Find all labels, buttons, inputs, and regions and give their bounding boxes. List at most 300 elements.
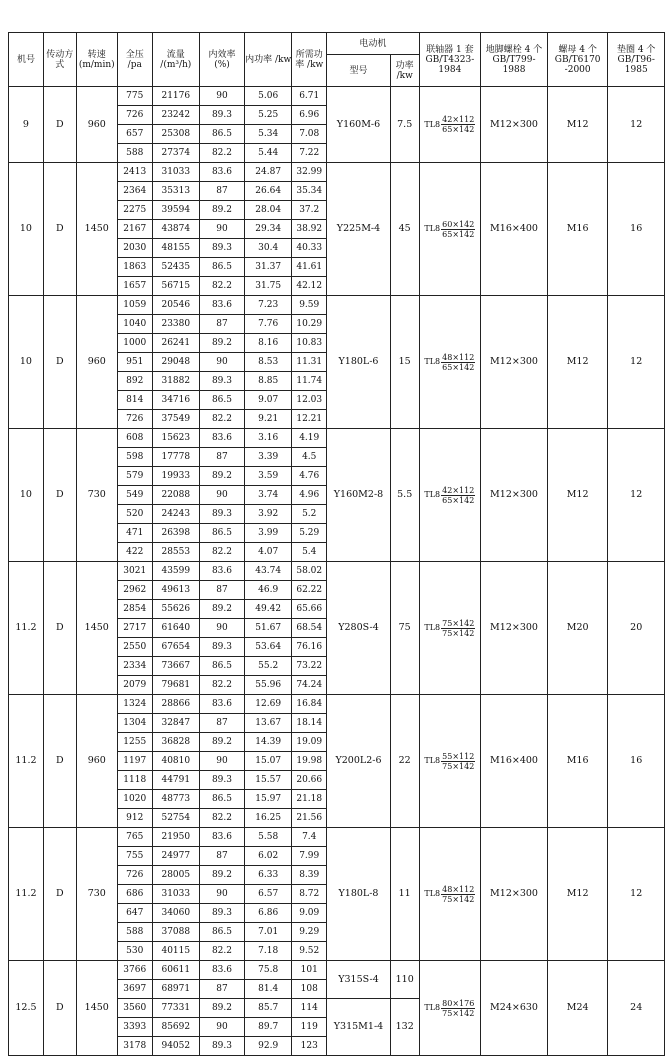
header-suoxu: 所需功率 /kw bbox=[292, 33, 327, 87]
suoxu-cell: 58.02 bbox=[292, 562, 327, 581]
neigonglv-cell: 8.16 bbox=[245, 334, 292, 353]
coupling-prefix: TL8 bbox=[424, 490, 441, 499]
bolt-cell: M12×300 bbox=[481, 562, 548, 695]
neigonglv-cell: 7.76 bbox=[245, 315, 292, 334]
liuliang-cell: 55626 bbox=[152, 600, 199, 619]
quanya-cell: 422 bbox=[117, 543, 152, 562]
suoxu-cell: 12.03 bbox=[292, 391, 327, 410]
coupling-cell bbox=[419, 695, 481, 828]
coupling-spec bbox=[424, 885, 475, 904]
neixiaolv-cell: 87 bbox=[199, 847, 244, 866]
neixiaolv-cell: 89.2 bbox=[199, 999, 244, 1018]
quanya-cell: 1059 bbox=[117, 296, 152, 315]
neixiaolv-cell: 90 bbox=[199, 486, 244, 505]
suoxu-cell: 4.76 bbox=[292, 467, 327, 486]
neixiaolv-cell: 90 bbox=[199, 353, 244, 372]
neigonglv-cell: 9.21 bbox=[245, 410, 292, 429]
suoxu-cell: 7.4 bbox=[292, 828, 327, 847]
bolt-cell: M12×300 bbox=[481, 828, 548, 961]
motor-power-cell: 15 bbox=[390, 296, 419, 429]
neigonglv-cell: 16.25 bbox=[245, 809, 292, 828]
suoxu-cell: 9.29 bbox=[292, 923, 327, 942]
liuliang-cell: 40810 bbox=[152, 752, 199, 771]
suoxu-cell: 16.84 bbox=[292, 695, 327, 714]
fan-spec-sheet bbox=[8, 32, 665, 1056]
neixiaolv-cell: 89.3 bbox=[199, 771, 244, 790]
quanya-cell: 1255 bbox=[117, 733, 152, 752]
quanya-cell: 1304 bbox=[117, 714, 152, 733]
coupling-numerator: 42×112 bbox=[442, 485, 475, 495]
suoxu-cell: 74.24 bbox=[292, 676, 327, 695]
neigonglv-cell: 51.67 bbox=[245, 619, 292, 638]
quanya-cell: 3697 bbox=[117, 980, 152, 999]
neigonglv-cell: 30.4 bbox=[245, 239, 292, 258]
liuliang-cell: 85692 bbox=[152, 1018, 199, 1037]
neixiaolv-cell: 89.3 bbox=[199, 372, 244, 391]
motor-model-cell: Y160M2-8 bbox=[327, 429, 391, 562]
neigonglv-cell: 5.44 bbox=[245, 144, 292, 163]
coupling-fraction bbox=[441, 752, 475, 771]
liuliang-cell: 27374 bbox=[152, 144, 199, 163]
jihao-cell: 12.5 bbox=[9, 961, 44, 1056]
neixiaolv-cell: 82.2 bbox=[199, 144, 244, 163]
quanya-cell: 579 bbox=[117, 467, 152, 486]
suoxu-cell: 12.21 bbox=[292, 410, 327, 429]
quanya-cell: 1863 bbox=[117, 258, 152, 277]
neigonglv-cell: 55.96 bbox=[245, 676, 292, 695]
coupling-prefix: TL8 bbox=[424, 119, 441, 129]
suoxu-cell: 123 bbox=[292, 1037, 327, 1056]
spec-table bbox=[8, 32, 665, 1056]
bolt-cell: M12×300 bbox=[481, 87, 548, 163]
chuandong-cell: D bbox=[43, 961, 76, 1056]
quanya-cell: 726 bbox=[117, 106, 152, 125]
neigonglv-cell: 12.69 bbox=[245, 695, 292, 714]
coupling-cell bbox=[419, 87, 481, 163]
neigonglv-cell: 5.58 bbox=[245, 828, 292, 847]
bolt-cell: M16×400 bbox=[481, 163, 548, 296]
suoxu-cell: 5.4 bbox=[292, 543, 327, 562]
suoxu-cell: 18.14 bbox=[292, 714, 327, 733]
motor-power-cell: 132 bbox=[390, 999, 419, 1056]
motor-model-cell: Y160M-6 bbox=[327, 87, 391, 163]
neixiaolv-cell: 90 bbox=[199, 87, 244, 106]
suoxu-cell: 65.66 bbox=[292, 600, 327, 619]
suoxu-cell: 6.96 bbox=[292, 106, 327, 125]
suoxu-cell: 21.18 bbox=[292, 790, 327, 809]
header-dijiao: 地脚螺栓 4 个 GB/T799-1988 bbox=[481, 33, 548, 87]
motor-power-cell: 110 bbox=[390, 961, 419, 999]
neixiaolv-cell: 83.6 bbox=[199, 562, 244, 581]
neixiaolv-cell: 83.6 bbox=[199, 828, 244, 847]
zhuansu-cell: 960 bbox=[76, 695, 117, 828]
neixiaolv-cell: 82.2 bbox=[199, 277, 244, 296]
neigonglv-cell: 6.33 bbox=[245, 866, 292, 885]
suoxu-cell: 9.59 bbox=[292, 296, 327, 315]
neigonglv-cell: 75.8 bbox=[245, 961, 292, 980]
quanya-cell: 1000 bbox=[117, 334, 152, 353]
coupling-denominator: 65×142 bbox=[442, 125, 475, 134]
quanya-cell: 647 bbox=[117, 904, 152, 923]
liuliang-cell: 44791 bbox=[152, 771, 199, 790]
neixiaolv-cell: 89.3 bbox=[199, 505, 244, 524]
neixiaolv-cell: 86.5 bbox=[199, 657, 244, 676]
neigonglv-cell: 4.07 bbox=[245, 543, 292, 562]
header-xinghao: 型号 bbox=[327, 55, 391, 87]
neixiaolv-cell: 83.6 bbox=[199, 961, 244, 980]
header-dianquan: 垫圈 4 个 GB/T96-1985 bbox=[608, 33, 665, 87]
suoxu-cell: 21.56 bbox=[292, 809, 327, 828]
liuliang-cell: 23242 bbox=[152, 106, 199, 125]
coupling-prefix: TL8 bbox=[424, 623, 441, 632]
header-lianzhouqi: 联轴器 1 套 GB/T4323-1984 bbox=[419, 33, 481, 87]
liuliang-cell: 28005 bbox=[152, 866, 199, 885]
coupling-prefix: TL8 bbox=[424, 1003, 441, 1012]
quanya-cell: 588 bbox=[117, 144, 152, 163]
neigonglv-cell: 3.39 bbox=[245, 448, 292, 467]
neigonglv-cell: 81.4 bbox=[245, 980, 292, 999]
liuliang-cell: 19933 bbox=[152, 467, 199, 486]
quanya-cell: 598 bbox=[117, 448, 152, 467]
suoxu-cell: 37.2 bbox=[292, 201, 327, 220]
neixiaolv-cell: 89.2 bbox=[199, 600, 244, 619]
neixiaolv-cell: 90 bbox=[199, 619, 244, 638]
bolt-cell: M16×400 bbox=[481, 695, 548, 828]
quanya-cell: 951 bbox=[117, 353, 152, 372]
suoxu-cell: 119 bbox=[292, 1018, 327, 1037]
neigonglv-cell: 3.99 bbox=[245, 524, 292, 543]
neigonglv-cell: 5.25 bbox=[245, 106, 292, 125]
liuliang-cell: 43599 bbox=[152, 562, 199, 581]
quanya-cell: 549 bbox=[117, 486, 152, 505]
neixiaolv-cell: 86.5 bbox=[199, 923, 244, 942]
neigonglv-cell: 15.57 bbox=[245, 771, 292, 790]
neigonglv-cell: 85.7 bbox=[245, 999, 292, 1018]
table-row bbox=[9, 163, 665, 182]
neigonglv-cell: 3.92 bbox=[245, 505, 292, 524]
neigonglv-cell: 55.2 bbox=[245, 657, 292, 676]
liuliang-cell: 48155 bbox=[152, 239, 199, 258]
quanya-cell: 2167 bbox=[117, 220, 152, 239]
neixiaolv-cell: 87 bbox=[199, 315, 244, 334]
quanya-cell: 3021 bbox=[117, 562, 152, 581]
quanya-cell: 3178 bbox=[117, 1037, 152, 1056]
coupling-spec bbox=[424, 353, 475, 372]
chuandong-cell: D bbox=[43, 87, 76, 163]
coupling-spec bbox=[424, 752, 475, 771]
coupling-fraction bbox=[441, 353, 475, 372]
quanya-cell: 2717 bbox=[117, 619, 152, 638]
neigonglv-cell: 43.74 bbox=[245, 562, 292, 581]
motor-model-cell: Y315M1-4 bbox=[327, 999, 391, 1056]
nut-cell: M12 bbox=[547, 429, 608, 562]
quanya-cell: 1197 bbox=[117, 752, 152, 771]
liuliang-cell: 68971 bbox=[152, 980, 199, 999]
quanya-cell: 2364 bbox=[117, 182, 152, 201]
coupling-cell bbox=[419, 429, 481, 562]
neigonglv-cell: 15.07 bbox=[245, 752, 292, 771]
liuliang-cell: 73667 bbox=[152, 657, 199, 676]
liuliang-cell: 22088 bbox=[152, 486, 199, 505]
table-row bbox=[9, 429, 665, 448]
quanya-cell: 520 bbox=[117, 505, 152, 524]
liuliang-cell: 17778 bbox=[152, 448, 199, 467]
neigonglv-cell: 7.23 bbox=[245, 296, 292, 315]
quanya-cell: 686 bbox=[117, 885, 152, 904]
neixiaolv-cell: 90 bbox=[199, 1018, 244, 1037]
liuliang-cell: 24977 bbox=[152, 847, 199, 866]
coupling-denominator: 65×142 bbox=[442, 229, 475, 239]
suoxu-cell: 4.96 bbox=[292, 486, 327, 505]
coupling-fraction bbox=[441, 619, 475, 638]
coupling-denominator: 65×142 bbox=[442, 362, 475, 372]
neigonglv-cell: 6.57 bbox=[245, 885, 292, 904]
table-body bbox=[9, 87, 665, 1056]
liuliang-cell: 36828 bbox=[152, 733, 199, 752]
neigonglv-cell: 92.9 bbox=[245, 1037, 292, 1056]
coupling-spec bbox=[424, 115, 475, 134]
zhuansu-cell: 1450 bbox=[76, 961, 117, 1056]
jihao-cell: 10 bbox=[9, 296, 44, 429]
neixiaolv-cell: 87 bbox=[199, 581, 244, 600]
table-row bbox=[9, 296, 665, 315]
header-gonglv: 功率 /kw bbox=[390, 55, 419, 87]
suoxu-cell: 68.54 bbox=[292, 619, 327, 638]
neixiaolv-cell: 87 bbox=[199, 714, 244, 733]
quanya-cell: 2550 bbox=[117, 638, 152, 657]
quanya-cell: 2413 bbox=[117, 163, 152, 182]
coupling-fraction bbox=[441, 220, 475, 239]
quanya-cell: 530 bbox=[117, 942, 152, 961]
nut-cell: M12 bbox=[547, 87, 608, 163]
liuliang-cell: 28553 bbox=[152, 543, 199, 562]
liuliang-cell: 29048 bbox=[152, 353, 199, 372]
coupling-spec bbox=[424, 619, 475, 638]
suoxu-cell: 40.33 bbox=[292, 239, 327, 258]
neigonglv-cell: 46.9 bbox=[245, 581, 292, 600]
suoxu-cell: 35.34 bbox=[292, 182, 327, 201]
suoxu-cell: 4.19 bbox=[292, 429, 327, 448]
coupling-cell bbox=[419, 296, 481, 429]
neigonglv-cell: 31.37 bbox=[245, 258, 292, 277]
liuliang-cell: 56715 bbox=[152, 277, 199, 296]
motor-model-cell: Y315S-4 bbox=[327, 961, 391, 999]
quanya-cell: 814 bbox=[117, 391, 152, 410]
coupling-prefix: TL8 bbox=[424, 224, 441, 233]
quanya-cell: 1040 bbox=[117, 315, 152, 334]
jihao-cell: 11.2 bbox=[9, 828, 44, 961]
table-row bbox=[9, 87, 665, 106]
suoxu-cell: 19.09 bbox=[292, 733, 327, 752]
suoxu-cell: 32.99 bbox=[292, 163, 327, 182]
liuliang-cell: 26241 bbox=[152, 334, 199, 353]
suoxu-cell: 9.09 bbox=[292, 904, 327, 923]
bolt-cell: M12×300 bbox=[481, 429, 548, 562]
quanya-cell: 726 bbox=[117, 410, 152, 429]
zhuansu-cell: 960 bbox=[76, 296, 117, 429]
zhuansu-cell: 1450 bbox=[76, 163, 117, 296]
motor-power-cell: 22 bbox=[390, 695, 419, 828]
coupling-cell bbox=[419, 961, 481, 1056]
quanya-cell: 2275 bbox=[117, 201, 152, 220]
suoxu-cell: 6.71 bbox=[292, 87, 327, 106]
suoxu-cell: 10.83 bbox=[292, 334, 327, 353]
nut-cell: M24 bbox=[547, 961, 608, 1056]
neixiaolv-cell: 86.5 bbox=[199, 258, 244, 277]
neixiaolv-cell: 82.2 bbox=[199, 410, 244, 429]
quanya-cell: 892 bbox=[117, 372, 152, 391]
neixiaolv-cell: 89.3 bbox=[199, 239, 244, 258]
liuliang-cell: 31882 bbox=[152, 372, 199, 391]
header-quanya: 全压 /pa bbox=[117, 33, 152, 87]
zhuansu-cell: 730 bbox=[76, 828, 117, 961]
liuliang-cell: 35313 bbox=[152, 182, 199, 201]
nut-cell: M12 bbox=[547, 828, 608, 961]
suoxu-cell: 7.08 bbox=[292, 125, 327, 144]
neixiaolv-cell: 89.3 bbox=[199, 1037, 244, 1056]
coupling-denominator: 75×142 bbox=[442, 1008, 475, 1018]
neigonglv-cell: 24.87 bbox=[245, 163, 292, 182]
neigonglv-cell: 7.01 bbox=[245, 923, 292, 942]
quanya-cell: 3560 bbox=[117, 999, 152, 1018]
zhuansu-cell: 960 bbox=[76, 87, 117, 163]
coupling-numerator: 48×112 bbox=[442, 352, 475, 362]
neigonglv-cell: 53.64 bbox=[245, 638, 292, 657]
suoxu-cell: 11.74 bbox=[292, 372, 327, 391]
chuandong-cell: D bbox=[43, 828, 76, 961]
nut-cell: M20 bbox=[547, 562, 608, 695]
neixiaolv-cell: 82.2 bbox=[199, 676, 244, 695]
quanya-cell: 3766 bbox=[117, 961, 152, 980]
header-diandongji: 电动机 bbox=[327, 33, 419, 55]
table-row bbox=[9, 562, 665, 581]
neigonglv-cell: 5.34 bbox=[245, 125, 292, 144]
nut-cell: M16 bbox=[547, 163, 608, 296]
neigonglv-cell: 3.74 bbox=[245, 486, 292, 505]
suoxu-cell: 10.29 bbox=[292, 315, 327, 334]
motor-power-cell: 7.5 bbox=[390, 87, 419, 163]
neigonglv-cell: 6.86 bbox=[245, 904, 292, 923]
washer-cell: 24 bbox=[608, 961, 665, 1056]
coupling-fraction bbox=[441, 115, 475, 134]
neixiaolv-cell: 82.2 bbox=[199, 543, 244, 562]
neigonglv-cell: 14.39 bbox=[245, 733, 292, 752]
suoxu-cell: 7.22 bbox=[292, 144, 327, 163]
quanya-cell: 1020 bbox=[117, 790, 152, 809]
coupling-numerator: 55×112 bbox=[442, 751, 475, 761]
liuliang-cell: 60611 bbox=[152, 961, 199, 980]
header-liuliang: 流量 /(m³/h) bbox=[152, 33, 199, 87]
quanya-cell: 588 bbox=[117, 923, 152, 942]
neixiaolv-cell: 89.2 bbox=[199, 866, 244, 885]
liuliang-cell: 94052 bbox=[152, 1037, 199, 1056]
liuliang-cell: 49613 bbox=[152, 581, 199, 600]
neixiaolv-cell: 86.5 bbox=[199, 524, 244, 543]
suoxu-cell: 73.22 bbox=[292, 657, 327, 676]
header-jihao: 机号 bbox=[9, 33, 44, 87]
neixiaolv-cell: 87 bbox=[199, 182, 244, 201]
neigonglv-cell: 5.06 bbox=[245, 87, 292, 106]
liuliang-cell: 34716 bbox=[152, 391, 199, 410]
liuliang-cell: 32847 bbox=[152, 714, 199, 733]
coupling-fraction bbox=[441, 486, 475, 505]
neixiaolv-cell: 89.3 bbox=[199, 638, 244, 657]
liuliang-cell: 43874 bbox=[152, 220, 199, 239]
liuliang-cell: 21950 bbox=[152, 828, 199, 847]
motor-model-cell: Y180L-6 bbox=[327, 296, 391, 429]
quanya-cell: 775 bbox=[117, 87, 152, 106]
jihao-cell: 9 bbox=[9, 87, 44, 163]
coupling-numerator: 75×142 bbox=[442, 618, 475, 628]
suoxu-cell: 76.16 bbox=[292, 638, 327, 657]
quanya-cell: 2334 bbox=[117, 657, 152, 676]
neigonglv-cell: 29.34 bbox=[245, 220, 292, 239]
suoxu-cell: 41.61 bbox=[292, 258, 327, 277]
motor-power-cell: 11 bbox=[390, 828, 419, 961]
table-row bbox=[9, 961, 665, 980]
chuandong-cell: D bbox=[43, 163, 76, 296]
coupling-fraction bbox=[441, 999, 475, 1018]
motor-model-cell: Y225M-4 bbox=[327, 163, 391, 296]
liuliang-cell: 23380 bbox=[152, 315, 199, 334]
header-neigonglv: 内功率 /kw bbox=[245, 33, 292, 87]
quanya-cell: 657 bbox=[117, 125, 152, 144]
table-header bbox=[9, 33, 665, 87]
coupling-numerator: 48×112 bbox=[442, 884, 475, 894]
liuliang-cell: 40115 bbox=[152, 942, 199, 961]
liuliang-cell: 31033 bbox=[152, 163, 199, 182]
neixiaolv-cell: 86.5 bbox=[199, 790, 244, 809]
quanya-cell: 2030 bbox=[117, 239, 152, 258]
quanya-cell: 1657 bbox=[117, 277, 152, 296]
neixiaolv-cell: 82.2 bbox=[199, 809, 244, 828]
motor-power-cell: 5.5 bbox=[390, 429, 419, 562]
liuliang-cell: 79681 bbox=[152, 676, 199, 695]
quanya-cell: 2079 bbox=[117, 676, 152, 695]
motor-model-cell: Y280S-4 bbox=[327, 562, 391, 695]
neixiaolv-cell: 82.2 bbox=[199, 942, 244, 961]
liuliang-cell: 39594 bbox=[152, 201, 199, 220]
neixiaolv-cell: 90 bbox=[199, 220, 244, 239]
quanya-cell: 765 bbox=[117, 828, 152, 847]
quanya-cell: 1324 bbox=[117, 695, 152, 714]
liuliang-cell: 37549 bbox=[152, 410, 199, 429]
neigonglv-cell: 28.04 bbox=[245, 201, 292, 220]
coupling-cell bbox=[419, 828, 481, 961]
neigonglv-cell: 13.67 bbox=[245, 714, 292, 733]
header-zhuansu: 转速 (m/min) bbox=[76, 33, 117, 87]
motor-power-cell: 45 bbox=[390, 163, 419, 296]
neixiaolv-cell: 90 bbox=[199, 885, 244, 904]
quanya-cell: 2962 bbox=[117, 581, 152, 600]
liuliang-cell: 67654 bbox=[152, 638, 199, 657]
motor-model-cell: Y200L2-6 bbox=[327, 695, 391, 828]
bolt-cell: M24×630 bbox=[481, 961, 548, 1056]
jihao-cell: 10 bbox=[9, 429, 44, 562]
neigonglv-cell: 49.42 bbox=[245, 600, 292, 619]
neigonglv-cell: 89.7 bbox=[245, 1018, 292, 1037]
liuliang-cell: 20546 bbox=[152, 296, 199, 315]
liuliang-cell: 52435 bbox=[152, 258, 199, 277]
liuliang-cell: 28866 bbox=[152, 695, 199, 714]
neixiaolv-cell: 90 bbox=[199, 752, 244, 771]
coupling-denominator: 75×142 bbox=[442, 761, 475, 771]
nut-cell: M12 bbox=[547, 296, 608, 429]
liuliang-cell: 48773 bbox=[152, 790, 199, 809]
header-neixiaolv: 内效率 (%) bbox=[199, 33, 244, 87]
neixiaolv-cell: 87 bbox=[199, 980, 244, 999]
jihao-cell: 11.2 bbox=[9, 562, 44, 695]
